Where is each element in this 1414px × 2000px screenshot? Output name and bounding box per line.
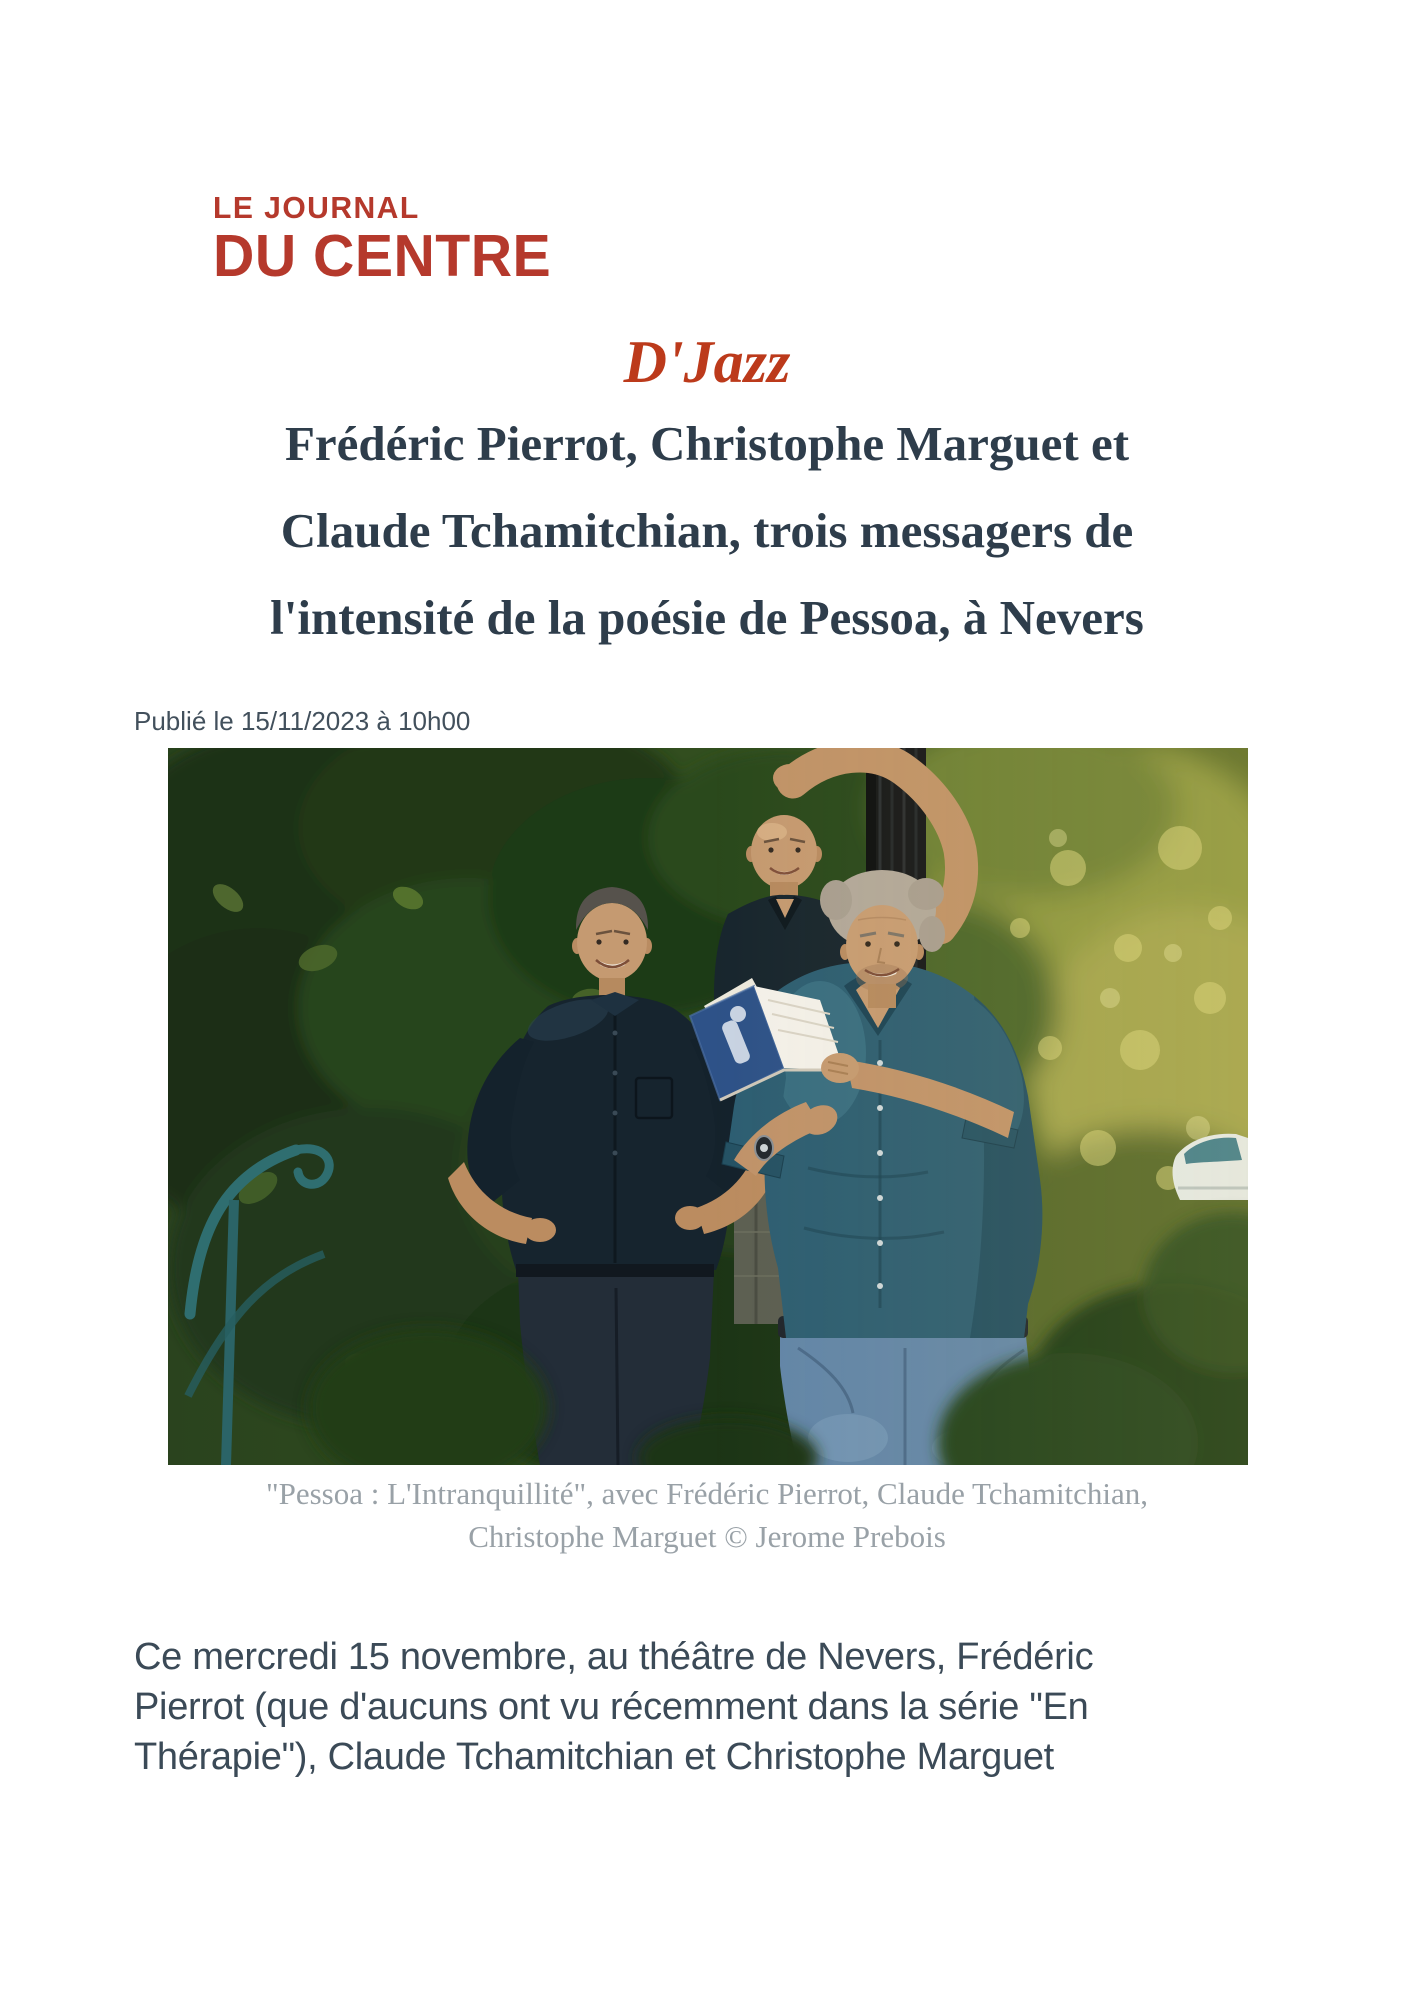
title-line: l'intensité de la poésie de Pessoa, à Nevers <box>270 590 1144 645</box>
masthead-logo[interactable] <box>213 190 552 289</box>
photo-illustration <box>168 748 1248 1465</box>
masthead-line2: DU CENTRE <box>213 223 552 289</box>
photo-caption <box>107 1472 1307 1558</box>
masthead-line1: LE JOURNAL <box>213 190 420 225</box>
caption-line: "Pessoa : L'Intranquillité", avec Frédéric Pierrot, Claude Tchamitchian, <box>265 1476 1149 1511</box>
body-line: Ce mercredi 15 novembre, au théâtre de Nevers, Frédéric <box>134 1636 1094 1678</box>
article-title <box>87 400 1327 661</box>
article-photo <box>168 748 1248 1465</box>
caption-line: Christophe Marguet © Jerome Prebois <box>468 1519 946 1554</box>
body-line: Thérapie"), Claude Tchamitchian et Christophe Marguet <box>134 1736 1054 1778</box>
article-body <box>134 1632 1334 1782</box>
category-link[interactable]: D'Jazz <box>623 329 791 395</box>
title-line: Frédéric Pierrot, Christophe Marguet et <box>284 416 1130 471</box>
body-line: Pierrot (que d'aucuns ont vu récemment dans la série "En <box>134 1686 1089 1728</box>
publish-date: Publié le 15/11/2023 à 10h00 <box>134 706 471 736</box>
title-line: Claude Tchamitchian, trois messagers de <box>280 503 1134 558</box>
